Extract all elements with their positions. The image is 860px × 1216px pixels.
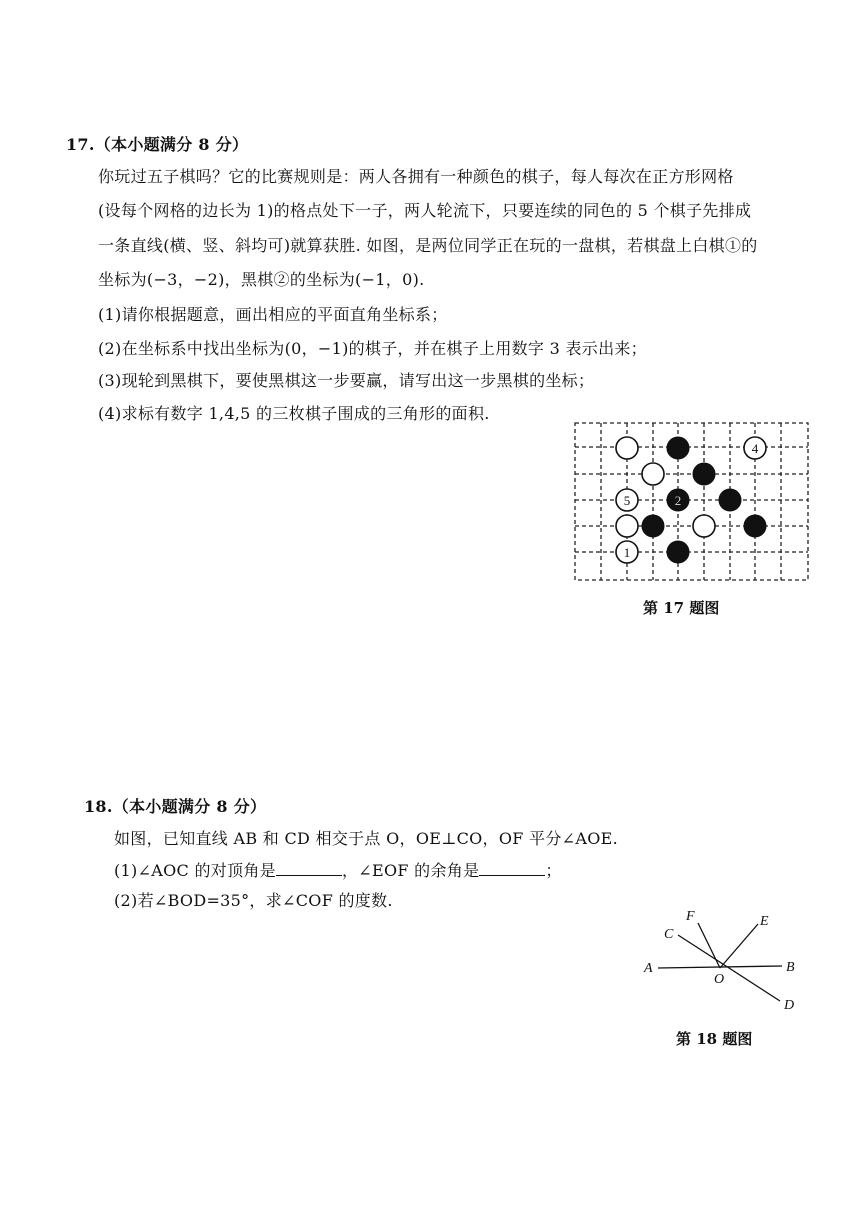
q17-text-line: 你玩过五子棋吗？它的比赛规则是：两人各拥有一种颜色的棋子，每人每次在正方形网格 [98, 167, 734, 186]
q18-part1-text-a: (1)∠AOC 的对顶角是 [114, 861, 276, 880]
q18-part1-text-b: ，∠EOF 的余角是 [341, 861, 480, 880]
q18-part2: (2)若∠BOD=35°，求∠COF 的度数. [114, 891, 393, 910]
piece-label-4: 4 [751, 441, 759, 456]
white-piece [642, 463, 664, 485]
q17-text-line: 坐标为(−3，−2)，黑棋②的坐标为(−1，0). [98, 270, 425, 289]
q18-part1-text-c: ； [545, 861, 562, 880]
q17-part: (4)求标有数字 1,4,5 的三枚棋子围成的三角形的面积. [98, 404, 490, 423]
label-a: A [644, 961, 653, 976]
piece-label-2: 2 [674, 493, 682, 508]
white-piece [616, 515, 638, 537]
q18-figure-caption: 第 18 题图 [676, 1030, 753, 1048]
white-piece [616, 437, 638, 459]
label-e: E [760, 914, 769, 929]
ray-oe [720, 924, 758, 968]
label-f: F [686, 909, 695, 924]
angle-figure [636, 905, 806, 1017]
q17-part: (2)在坐标系中找出坐标为(0，−1)的棋子，并在棋子上用数字 3 表示出来； [98, 339, 647, 358]
black-piece [719, 489, 741, 511]
q17-part: (1)请你根据题意，画出相应的平面直角坐标系； [98, 305, 448, 324]
label-b: B [786, 960, 795, 975]
q17-part: (3)现轮到黑棋下，要使黑棋这一步要赢，请写出这一步黑棋的坐标； [98, 371, 595, 390]
black-piece [744, 515, 766, 537]
q18-part1 [114, 858, 562, 881]
label-c: C [664, 927, 674, 942]
black-piece [642, 515, 664, 537]
label-d: D [784, 998, 795, 1013]
q18-header: 18.（本小题满分 8 分） [84, 797, 267, 816]
q17-header: 17.（本小题满分 8 分） [66, 135, 249, 154]
q18-intro: 如图，已知直线 AB 和 CD 相交于点 O，OE⊥CO，OF 平分∠AOE. [114, 829, 618, 848]
ray-of [698, 923, 720, 968]
black-piece [667, 541, 689, 563]
black-piece [693, 463, 715, 485]
gomoku-board-figure [568, 418, 814, 586]
white-piece [693, 515, 715, 537]
piece-label-1: 1 [623, 545, 631, 560]
board-grid [575, 423, 808, 580]
q17-figure-caption: 第 17 题图 [643, 599, 720, 617]
q17-text-line: 一条直线(横、竖、斜均可)就算获胜. 如图，是两位同学正在玩的一盘棋，若棋盘上白棋①的 [98, 236, 758, 255]
q17-text-line: (设每个网格的边长为 1)的格点处下一子，两人轮流下，只要连续的同色的 5 个棋子先排成 [98, 201, 752, 220]
answer-blank[interactable] [479, 861, 545, 876]
answer-blank[interactable] [276, 861, 342, 876]
label-o: O [714, 972, 725, 987]
piece-label-5: 5 [623, 493, 631, 508]
black-piece [667, 437, 689, 459]
